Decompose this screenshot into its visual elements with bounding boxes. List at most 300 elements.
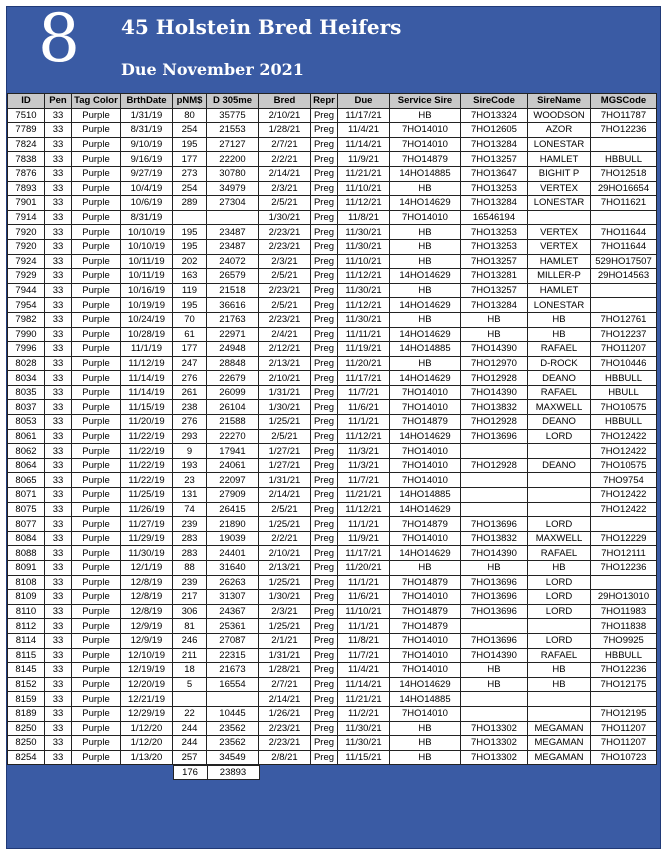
table-cell: 7HO14010 — [390, 137, 461, 152]
table-cell: 8110 — [8, 604, 45, 619]
table-cell: 11/14/19 — [121, 385, 173, 400]
column-header: ID — [8, 94, 45, 109]
table-cell: 1/12/20 — [121, 721, 173, 736]
table-cell: 14HO14629 — [390, 196, 461, 211]
table-cell: 11/30/21 — [338, 721, 390, 736]
column-header: Due — [338, 94, 390, 109]
table-cell: 7HO14010 — [390, 385, 461, 400]
table-cell: Purple — [72, 488, 121, 503]
table-cell: 244 — [173, 721, 207, 736]
table-cell: 33 — [45, 327, 72, 342]
table-cell: 22315 — [207, 648, 259, 663]
table-cell: Preg — [311, 327, 338, 342]
table-cell: 33 — [45, 123, 72, 138]
table-cell: 11/20/21 — [338, 561, 390, 576]
table-cell: 10/10/19 — [121, 225, 173, 240]
table-cell: 33 — [45, 517, 72, 532]
table-cell: 34979 — [207, 181, 259, 196]
totals-row — [173, 765, 260, 780]
table-cell: 14HO14629 — [390, 677, 461, 692]
table-cell: 33 — [45, 225, 72, 240]
table-cell: 8115 — [8, 648, 45, 663]
table-cell: 14HO14885 — [390, 342, 461, 357]
table-cell: 88 — [173, 561, 207, 576]
table-cell: 2/5/21 — [259, 429, 311, 444]
table-cell: 283 — [173, 531, 207, 546]
table-cell: 33 — [45, 488, 72, 503]
table-cell: 10/4/19 — [121, 181, 173, 196]
table-cell: Preg — [311, 546, 338, 561]
table-cell: Purple — [72, 371, 121, 386]
page-subtitle: Due November 2021 — [121, 60, 304, 79]
table-cell: Purple — [72, 546, 121, 561]
table-cell: 7HO14390 — [461, 342, 528, 357]
table-cell: HAMLET — [528, 152, 591, 167]
table-cell: 8108 — [8, 575, 45, 590]
table-cell: 2/7/21 — [259, 137, 311, 152]
table-cell: 11/14/19 — [121, 371, 173, 386]
table-cell: 11/7/21 — [338, 385, 390, 400]
table-cell: 16546194 — [461, 210, 528, 225]
table-cell: LORD — [528, 604, 591, 619]
table-cell: 23562 — [207, 721, 259, 736]
table-cell: 2/23/21 — [259, 721, 311, 736]
table-cell: Preg — [311, 356, 338, 371]
table-cell: 33 — [45, 502, 72, 517]
table-cell: 244 — [173, 736, 207, 751]
table-cell: 8254 — [8, 750, 45, 765]
table-cell: 8152 — [8, 677, 45, 692]
table-cell: 7914 — [8, 210, 45, 225]
table-cell: 12/29/19 — [121, 706, 173, 721]
table-cell: WOODSON — [528, 108, 591, 123]
table-row — [8, 648, 657, 663]
table-cell — [461, 692, 528, 707]
table-row — [8, 371, 657, 386]
table-cell — [528, 210, 591, 225]
table-cell: 14HO14629 — [390, 502, 461, 517]
table-cell: 7HO14010 — [390, 633, 461, 648]
table-cell: 7510 — [8, 108, 45, 123]
table-cell: 11/3/21 — [338, 458, 390, 473]
table-cell: 273 — [173, 166, 207, 181]
table-cell: LORD — [528, 575, 591, 590]
table-cell: MEGAMAN — [528, 736, 591, 751]
table-cell: Preg — [311, 400, 338, 415]
table-cell: 74 — [173, 502, 207, 517]
table-cell: 8250 — [8, 736, 45, 751]
table-cell: 2/23/21 — [259, 736, 311, 751]
table-cell: 7929 — [8, 269, 45, 284]
table-cell: 7HO14390 — [461, 546, 528, 561]
table-cell: 195 — [173, 137, 207, 152]
table-cell: HB — [390, 181, 461, 196]
table-cell: 12/8/19 — [121, 604, 173, 619]
table-cell: 11/10/21 — [338, 254, 390, 269]
table-cell: 2/8/21 — [259, 750, 311, 765]
table-cell: 7HO13284 — [461, 196, 528, 211]
table-cell: 11/21/21 — [338, 166, 390, 181]
table-cell: 7838 — [8, 152, 45, 167]
table-cell: Purple — [72, 210, 121, 225]
table-cell: 7HO13253 — [461, 181, 528, 196]
table-cell: Preg — [311, 283, 338, 298]
table-cell: Preg — [311, 181, 338, 196]
table-cell: 11/20/21 — [338, 356, 390, 371]
table-cell: 8061 — [8, 429, 45, 444]
table-cell: 12/10/19 — [121, 648, 173, 663]
table-cell: Preg — [311, 444, 338, 459]
table-cell: 21763 — [207, 312, 259, 327]
table-cell: AZOR — [528, 123, 591, 138]
table-cell: Preg — [311, 561, 338, 576]
table-cell: 11/10/21 — [338, 604, 390, 619]
table-cell: 1/12/20 — [121, 736, 173, 751]
table-cell: 7HO13832 — [461, 531, 528, 546]
table-cell: 8053 — [8, 415, 45, 430]
table-cell: Purple — [72, 196, 121, 211]
table-row — [8, 429, 657, 444]
table-row — [8, 196, 657, 211]
table-cell: 11/12/21 — [338, 269, 390, 284]
table-cell: 12/20/19 — [121, 677, 173, 692]
table-cell: 7HO9754 — [591, 473, 657, 488]
table-cell: Preg — [311, 706, 338, 721]
table-cell: 2/5/21 — [259, 196, 311, 211]
table-row — [8, 415, 657, 430]
table-cell: 8189 — [8, 706, 45, 721]
table-cell: 33 — [45, 444, 72, 459]
table-cell: Purple — [72, 633, 121, 648]
table-cell: 10/24/19 — [121, 312, 173, 327]
table-cell: Preg — [311, 137, 338, 152]
table-cell: Purple — [72, 239, 121, 254]
table-cell: HAMLET — [528, 283, 591, 298]
table-cell: Preg — [311, 619, 338, 634]
table-cell: 2/13/21 — [259, 356, 311, 371]
table-cell: 29HO14563 — [591, 269, 657, 284]
table-row — [8, 473, 657, 488]
table-cell: 7HO13647 — [461, 166, 528, 181]
table-cell: LONESTAR — [528, 196, 591, 211]
table-cell: 33 — [45, 590, 72, 605]
table-cell: Preg — [311, 239, 338, 254]
table-row — [8, 488, 657, 503]
table-cell — [528, 706, 591, 721]
table-cell: 10/6/19 — [121, 196, 173, 211]
table-cell: 25361 — [207, 619, 259, 634]
table-cell: 8075 — [8, 502, 45, 517]
table-cell: 17941 — [207, 444, 259, 459]
table-cell: 7HO14010 — [390, 210, 461, 225]
table-cell: 11/26/19 — [121, 502, 173, 517]
table-cell: Preg — [311, 342, 338, 357]
table-cell: 33 — [45, 458, 72, 473]
table-cell: Preg — [311, 196, 338, 211]
table-cell: HAMLET — [528, 254, 591, 269]
table-cell: 81 — [173, 619, 207, 634]
table-cell: HBBULL — [591, 371, 657, 386]
table-cell — [591, 298, 657, 313]
table-cell: 293 — [173, 429, 207, 444]
column-header: Bred — [259, 94, 311, 109]
table-row — [8, 517, 657, 532]
table-cell — [528, 502, 591, 517]
table-cell: VERTEX — [528, 181, 591, 196]
table-cell: 7HO12970 — [461, 356, 528, 371]
table-cell: 33 — [45, 283, 72, 298]
table-row — [8, 327, 657, 342]
table-cell: 7HO14010 — [390, 663, 461, 678]
table-cell: Purple — [72, 356, 121, 371]
table-cell: LORD — [528, 590, 591, 605]
table-cell: Preg — [311, 312, 338, 327]
table-cell: Preg — [311, 385, 338, 400]
table-cell: HBULL — [591, 385, 657, 400]
table-cell: 7920 — [8, 225, 45, 240]
table-cell: HB — [528, 327, 591, 342]
table-cell: 1/25/21 — [259, 575, 311, 590]
table-cell: 217 — [173, 590, 207, 605]
table-cell: 2/13/21 — [259, 561, 311, 576]
table-cell: 33 — [45, 648, 72, 663]
table-cell: 33 — [45, 531, 72, 546]
table-cell: 11/12/21 — [338, 429, 390, 444]
table-cell: Preg — [311, 604, 338, 619]
table-row — [8, 706, 657, 721]
table-cell: 11/22/19 — [121, 444, 173, 459]
table-cell: HB — [390, 108, 461, 123]
table-cell: 11/30/21 — [338, 225, 390, 240]
table-cell: Purple — [72, 298, 121, 313]
lot-number: 8 — [38, 0, 80, 77]
table-cell: 306 — [173, 604, 207, 619]
column-header: D 305me — [207, 94, 259, 109]
table-cell: Preg — [311, 648, 338, 663]
table-cell: 11/8/21 — [338, 633, 390, 648]
table-cell: Purple — [72, 108, 121, 123]
table-cell: 11/1/19 — [121, 342, 173, 357]
table-cell: 12/9/19 — [121, 633, 173, 648]
table-cell: 8064 — [8, 458, 45, 473]
table-cell: 8035 — [8, 385, 45, 400]
table-cell: Purple — [72, 663, 121, 678]
table-cell: 33 — [45, 750, 72, 765]
table-cell: 7982 — [8, 312, 45, 327]
table-cell: 10/10/19 — [121, 239, 173, 254]
table-cell: 257 — [173, 750, 207, 765]
table-cell: 1/31/21 — [259, 473, 311, 488]
table-cell: Purple — [72, 531, 121, 546]
table-row — [8, 663, 657, 678]
table-cell: 7HO14879 — [390, 619, 461, 634]
table-cell: 7HO14879 — [390, 604, 461, 619]
table-cell: 7944 — [8, 283, 45, 298]
table-cell: Purple — [72, 312, 121, 327]
table-cell: 26415 — [207, 502, 259, 517]
table-row — [8, 137, 657, 152]
table-cell: 27087 — [207, 633, 259, 648]
table-cell: Preg — [311, 736, 338, 751]
table-cell: Purple — [72, 561, 121, 576]
table-cell: Purple — [72, 619, 121, 634]
table-cell: 7HO13696 — [461, 575, 528, 590]
table-cell: Preg — [311, 123, 338, 138]
table-cell: 1/25/21 — [259, 619, 311, 634]
table-cell: Preg — [311, 210, 338, 225]
table-row — [8, 108, 657, 123]
table-cell: 10/28/19 — [121, 327, 173, 342]
table-cell — [591, 517, 657, 532]
table-cell: HB — [390, 721, 461, 736]
table-cell: 34549 — [207, 750, 259, 765]
table-cell: HB — [390, 239, 461, 254]
table-cell: 21518 — [207, 283, 259, 298]
table-cell: Purple — [72, 400, 121, 415]
table-cell: 11/27/19 — [121, 517, 173, 532]
table-cell — [461, 619, 528, 634]
table-cell: Preg — [311, 473, 338, 488]
table-cell: 7HO12928 — [461, 371, 528, 386]
table-cell: 33 — [45, 239, 72, 254]
table-cell: 11/11/21 — [338, 327, 390, 342]
table-cell: 10/11/19 — [121, 254, 173, 269]
table-cell: 11/22/19 — [121, 473, 173, 488]
table-cell: 11/8/21 — [338, 210, 390, 225]
table-cell: 29HO16654 — [591, 181, 657, 196]
table-cell: 11/22/19 — [121, 458, 173, 473]
table-cell: 33 — [45, 677, 72, 692]
table-cell: 36616 — [207, 298, 259, 313]
table-cell: MEGAMAN — [528, 721, 591, 736]
table-cell: 27127 — [207, 137, 259, 152]
table-cell: Purple — [72, 415, 121, 430]
table-cell: 7HO14390 — [461, 385, 528, 400]
table-cell: 33 — [45, 254, 72, 269]
table-cell: 33 — [45, 692, 72, 707]
table-cell: 14HO14885 — [390, 692, 461, 707]
table-cell: Preg — [311, 677, 338, 692]
table-cell: 11/12/21 — [338, 196, 390, 211]
table-cell: 2/2/21 — [259, 152, 311, 167]
table-cell: 8034 — [8, 371, 45, 386]
table-cell: 261 — [173, 385, 207, 400]
table-cell: 33 — [45, 619, 72, 634]
table-cell: 7HO11207 — [591, 342, 657, 357]
table-cell: 22270 — [207, 429, 259, 444]
table-cell: 7HO12518 — [591, 166, 657, 181]
table-cell: 2/5/21 — [259, 298, 311, 313]
table-cell: 202 — [173, 254, 207, 269]
table-cell: 7HO13324 — [461, 108, 528, 123]
table-cell: 276 — [173, 415, 207, 430]
table-cell: 11/3/21 — [338, 444, 390, 459]
table-cell: 11/17/21 — [338, 108, 390, 123]
table-cell: 24072 — [207, 254, 259, 269]
table-row — [8, 385, 657, 400]
table-cell: 7HO12605 — [461, 123, 528, 138]
table-row — [8, 342, 657, 357]
table-cell: 11/4/21 — [338, 663, 390, 678]
table-cell: 8065 — [8, 473, 45, 488]
table-cell: 1/30/21 — [259, 400, 311, 415]
table-cell: Preg — [311, 254, 338, 269]
table-cell: 22971 — [207, 327, 259, 342]
table-cell: MAXWELL — [528, 400, 591, 415]
table-row — [8, 458, 657, 473]
table-cell: 7HO11983 — [591, 604, 657, 619]
heifer-table — [7, 93, 657, 765]
table-cell: Preg — [311, 590, 338, 605]
table-cell: Purple — [72, 648, 121, 663]
table-cell: 9/27/19 — [121, 166, 173, 181]
table-cell: Preg — [311, 488, 338, 503]
table-cell: Purple — [72, 269, 121, 284]
table-cell: LORD — [528, 633, 591, 648]
table-cell: 289 — [173, 196, 207, 211]
table-cell: 195 — [173, 298, 207, 313]
table-cell: 2/4/21 — [259, 327, 311, 342]
table-cell: HB — [461, 663, 528, 678]
table-cell: LONESTAR — [528, 298, 591, 313]
table-cell: Preg — [311, 531, 338, 546]
table-cell: Preg — [311, 721, 338, 736]
table-cell: 7HO13302 — [461, 721, 528, 736]
table-cell: Purple — [72, 254, 121, 269]
table-cell: 7HO12236 — [591, 663, 657, 678]
table-cell: 21890 — [207, 517, 259, 532]
table-row — [8, 181, 657, 196]
table-cell: 7HO12175 — [591, 677, 657, 692]
total-d305me: 23893 — [207, 766, 259, 780]
table-cell — [461, 444, 528, 459]
table-cell: 33 — [45, 385, 72, 400]
table-cell: Purple — [72, 473, 121, 488]
table-cell: 7HO14010 — [390, 590, 461, 605]
table-cell: 7HO12422 — [591, 429, 657, 444]
column-header: BrthDate — [121, 94, 173, 109]
table-row — [8, 561, 657, 576]
table-cell: Preg — [311, 663, 338, 678]
table-cell: 11/30/21 — [338, 283, 390, 298]
table-cell: 276 — [173, 371, 207, 386]
table-cell: RAFAEL — [528, 648, 591, 663]
table-cell: 16554 — [207, 677, 259, 692]
table-cell: 2/7/21 — [259, 677, 311, 692]
table-cell: RAFAEL — [528, 342, 591, 357]
table-cell: 7HO14010 — [390, 531, 461, 546]
table-cell: 33 — [45, 561, 72, 576]
table-row — [8, 298, 657, 313]
table-cell: 33 — [45, 400, 72, 415]
table-cell: 8062 — [8, 444, 45, 459]
table-cell: HB — [461, 561, 528, 576]
table-row — [8, 750, 657, 765]
table-cell: 8071 — [8, 488, 45, 503]
table-cell: 211 — [173, 648, 207, 663]
table-cell: 8159 — [8, 692, 45, 707]
table-cell: 11/14/21 — [338, 677, 390, 692]
table-cell: 7HO13281 — [461, 269, 528, 284]
table-row — [8, 444, 657, 459]
table-row — [8, 152, 657, 167]
table-cell: 7HO12422 — [591, 502, 657, 517]
table-cell: Preg — [311, 575, 338, 590]
table-cell: 23487 — [207, 239, 259, 254]
table-cell: 1/13/20 — [121, 750, 173, 765]
table-cell: 11/21/21 — [338, 488, 390, 503]
table-cell: 12/1/19 — [121, 561, 173, 576]
